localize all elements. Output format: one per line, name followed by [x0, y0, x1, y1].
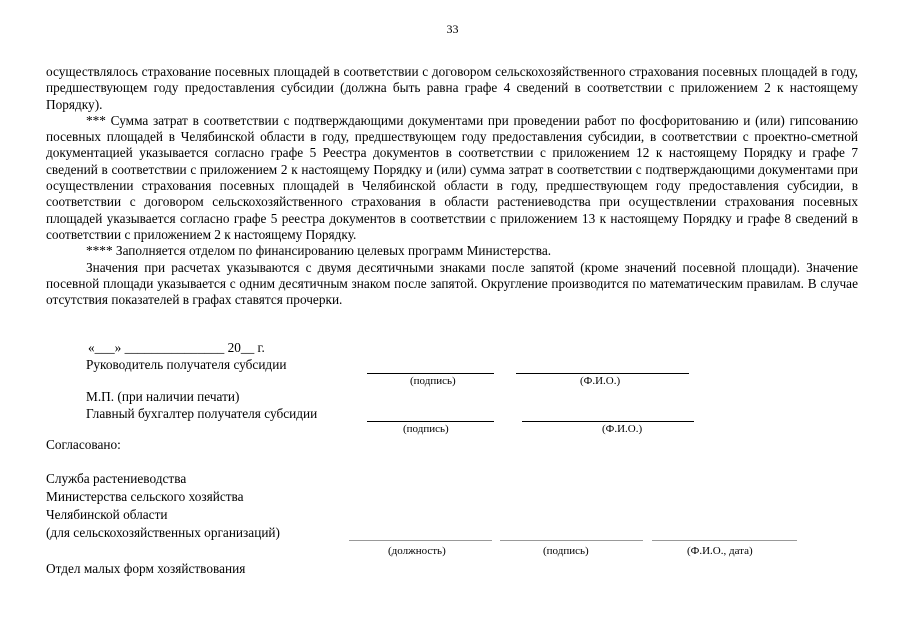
position-caption: (должность) — [388, 545, 446, 557]
head-name-line[interactable] — [516, 373, 689, 374]
accountant-signature-line[interactable] — [367, 421, 494, 422]
approval-signature-caption: (подпись) — [543, 545, 589, 557]
org-line-ministry: Министерства сельского хозяйства — [46, 489, 244, 504]
accountant-name-caption: (Ф.И.О.) — [602, 423, 643, 435]
footnote-triple-star: *** Сумма затрат в соответствии с подтверждающими документами при проведении работ по фосфоритованию и (или) гипсованию посевных площадей в Челябинской области в году, предшествующем году предоставления субсидии, в соответствии с проектно-сметной документацией указывается согласно графе 5 Реестра документов в соответствии с приложением 12 к настоящему Порядку и графе 7 сведений в соответствии с приложением 2 к настоящему Порядку и (или) сумма затрат в соответствии с подтверждающими документами при осуществлении страхования посевных площадей в Челябинской области в году, предшествующем году предоставления субсидии, в соответствии с договором сельскохозяйственного страхования в области растениеводства при осуществлении страхования посевных площадей указывается согласно графе 5 реестра документов в соответствии с приложением 13 к настоящему Порядку и графе 8 сведений в соответствии с приложением 2 к настоящему Порядку. — [46, 112, 858, 242]
position-line[interactable] — [349, 540, 492, 541]
accountant-name-line[interactable] — [522, 421, 694, 422]
org-line-note: (для сельскохозяйственных организаций) — [46, 525, 280, 540]
date-line: «___» _______________ 20__ г. — [88, 340, 265, 355]
footnote-quadruple-star: **** Заполняется отделом по финансированию целевых программ Министерства. — [86, 243, 552, 259]
approved-label: Согласовано: — [46, 437, 121, 452]
body-text — [46, 64, 858, 308]
paragraph-continuation: осуществлялось страхование посевных площадей в соответствии с договором сельскохозяйственного страхования посевных площадей в году, предшествующем году предоставления субсидии (должна быть равна графе 4 сведений в соответствии с приложением 2 к настоящему Порядку). — [46, 64, 858, 112]
stamp-label: М.П. (при наличии печати) — [86, 389, 240, 404]
head-name-caption: (Ф.И.О.) — [580, 375, 621, 387]
org-line-region: Челябинской области — [46, 507, 168, 522]
accountant-signature-caption: (подпись) — [403, 423, 449, 435]
head-signature-line[interactable] — [367, 373, 494, 374]
head-signature-caption: (подпись) — [410, 375, 456, 387]
approval-signature-line[interactable] — [500, 540, 643, 541]
page-number: 33 — [446, 22, 459, 36]
name-date-caption: (Ф.И.О., дата) — [687, 545, 753, 557]
accountant-label: Главный бухгалтер получателя субсидии — [86, 406, 318, 421]
approval-name-date-line[interactable] — [652, 540, 797, 541]
head-label: Руководитель получателя субсидии — [86, 357, 287, 372]
rounding-rules-paragraph: Значения при расчетах указываются с двумя десятичными знаками после запятой (кроме значений посевной площади). Значение посевной площади указывается с одним десятичным знаком после запятой. Округление производится по математическим правилам. В случае отсутствия показателей в графах ставятся прочерки. — [46, 259, 858, 308]
department-label: Отдел малых форм хозяйствования — [46, 561, 246, 576]
org-line-service: Служба растениеводства — [46, 471, 187, 486]
